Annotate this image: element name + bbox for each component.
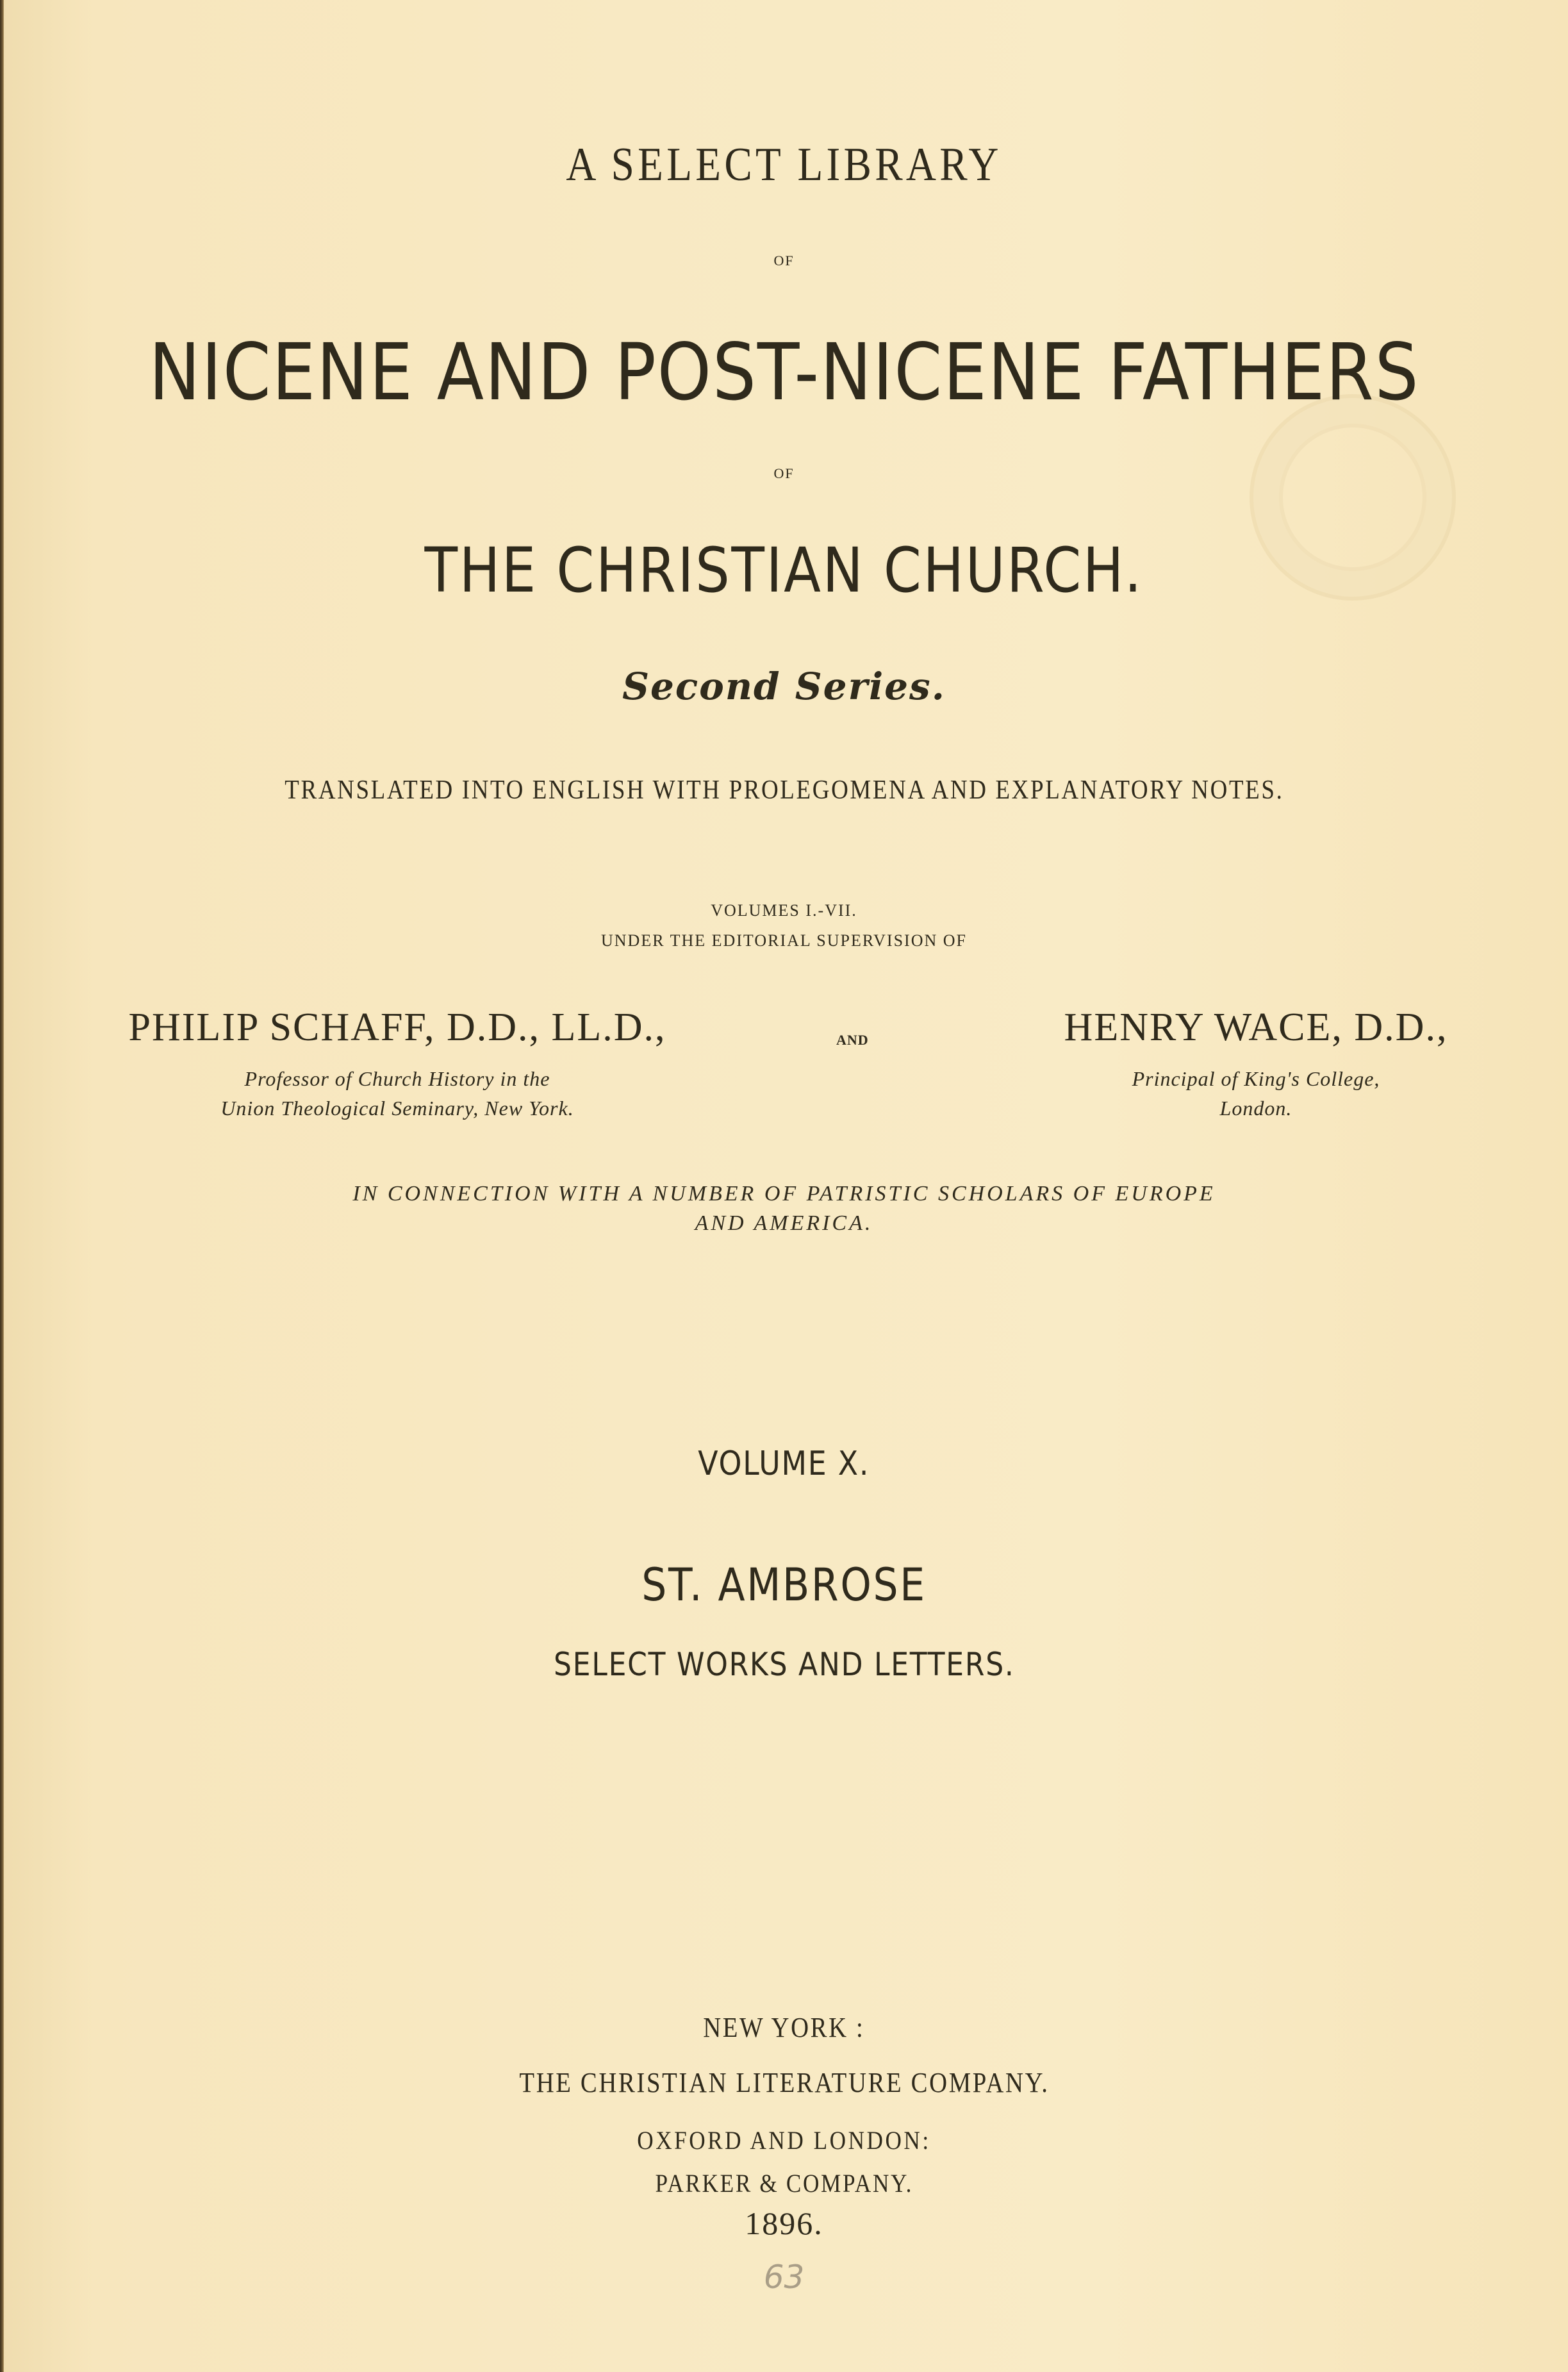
handwritten-pencil-number: 63 <box>763 2259 805 2296</box>
editors-conjunction: AND <box>836 1032 869 1048</box>
editor-role-line: Union Theological Seminary, New York. <box>220 1097 574 1120</box>
editor-name: HENRY WACE, D.D., <box>1064 1006 1448 1049</box>
imprint-publisher-parker: PARKER & COMPANY. <box>655 2169 913 2198</box>
editor-role-line: Professor of Church History in the <box>244 1067 550 1090</box>
subtitle: THE CHRISTIAN CHURCH. <box>424 535 1144 606</box>
imprint-city-new-york: NEW YORK : <box>703 2012 865 2043</box>
volumes-range: VOLUMES I.-VII. <box>711 901 857 920</box>
collaboration-note <box>0 1179 1568 1238</box>
editor-role <box>1000 1064 1512 1124</box>
editor-role-line: London. <box>1219 1097 1292 1120</box>
editor-role <box>77 1064 718 1124</box>
editor-schaff <box>77 1008 718 1124</box>
imprint-city-oxford-london: OXFORD AND LONDON: <box>637 2126 931 2155</box>
volume-number: VOLUME X. <box>698 1445 870 1483</box>
series-label: Second Series. <box>622 665 946 708</box>
editor-name: PHILIP SCHAFF, D.D., LL.D., <box>128 1006 666 1049</box>
series-heading: A SELECT LIBRARY <box>566 138 1002 191</box>
publication-year: 1896. <box>745 2205 823 2241</box>
editor-wace <box>1000 1008 1512 1124</box>
collaboration-line: IN CONNECTION WITH A NUMBER OF PATRISTIC SCHOLARS OF EUROPE <box>352 1182 1216 1206</box>
volume-contents: SELECT WORKS AND LETTERS. <box>553 1646 1015 1683</box>
collaboration-line: AND AMERICA. <box>695 1211 873 1235</box>
author-name: ST. AMBROSE <box>641 1559 927 1611</box>
editorial-supervision: UNDER THE EDITORIAL SUPERVISION OF <box>600 931 967 950</box>
imprint-publisher-christian-literature: THE CHRISTIAN LITERATURE COMPANY. <box>518 2067 1050 2098</box>
connector-of: OF <box>773 465 795 481</box>
main-title: NICENE AND POST-NICENE FATHERS <box>148 327 1420 418</box>
translation-description: TRANSLATED INTO ENGLISH WITH PROLEGOMENA AND EXPLANATORY NOTES. <box>284 775 1284 805</box>
editor-role-line: Principal of King's College, <box>1132 1067 1380 1090</box>
connector-of: OF <box>773 253 795 269</box>
